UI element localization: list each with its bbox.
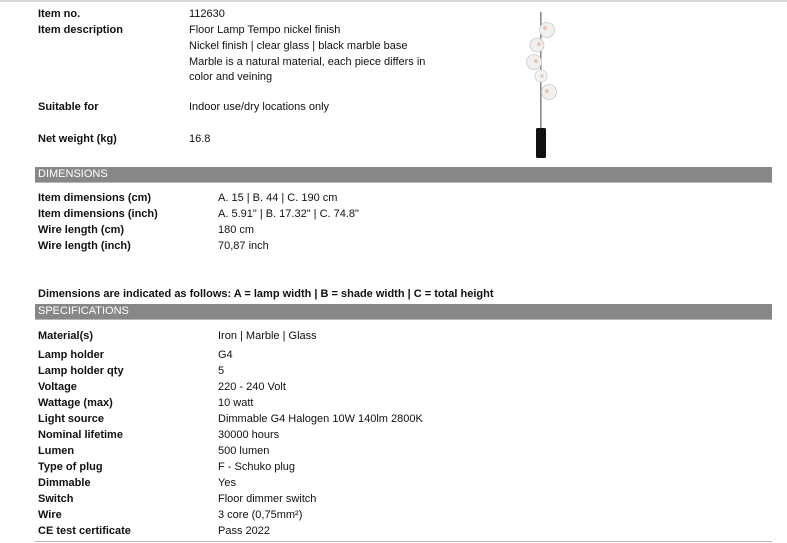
spec-row xyxy=(38,475,738,491)
dimension-value: 180 cm xyxy=(218,224,255,236)
spec-label: CE test certificate xyxy=(38,525,131,537)
item-description-label: Item description xyxy=(38,24,123,36)
product-image xyxy=(515,8,575,160)
spec-value: 220 - 240 Volt xyxy=(218,381,286,393)
glass-shade xyxy=(535,70,547,82)
item-no-label: Item no. xyxy=(38,8,81,20)
spec-label: Type of plug xyxy=(38,461,103,473)
spec-row xyxy=(38,347,738,363)
dimension-label: Item dimensions (inch) xyxy=(38,208,158,220)
dimension-row xyxy=(38,190,738,206)
spec-row xyxy=(38,427,738,443)
specifications-header: SPECIFICATIONS xyxy=(35,304,772,319)
spec-value: Dimmable G4 Halogen 10W 140lm 2800K xyxy=(218,413,423,425)
glass-shade xyxy=(540,23,555,38)
spec-row xyxy=(38,411,738,427)
spec-value: Iron | Marble | Glass xyxy=(218,330,317,342)
spec-value: G4 xyxy=(218,349,233,361)
dimension-row xyxy=(38,222,738,238)
spec-label: Lamp holder qty xyxy=(38,365,124,377)
spec-row xyxy=(38,379,738,395)
spec-value: 500 lumen xyxy=(218,445,270,457)
item-description-line: color and veining xyxy=(189,71,273,83)
spec-row xyxy=(38,507,738,523)
dimension-value: A. 5.91" | B. 17.32" | C. 74.8" xyxy=(218,208,359,220)
spec-label: Material(s) xyxy=(38,330,94,342)
dimension-label: Wire length (inch) xyxy=(38,240,131,252)
dimensions-note: Dimensions are indicated as follows: A = lamp width | B = shade width | C = total height xyxy=(38,288,494,300)
weight-label: Net weight (kg) xyxy=(38,133,117,145)
spec-value: 10 watt xyxy=(218,397,254,409)
item-description-line: Nickel finish | clear glass | black marble base xyxy=(189,40,408,52)
spec-row xyxy=(38,363,738,379)
top-border xyxy=(0,0,787,2)
suitable-label: Suitable for xyxy=(38,101,99,113)
dimension-value: A. 15 | B. 44 | C. 190 cm xyxy=(218,192,338,204)
dimension-value: 70,87 inch xyxy=(218,240,269,252)
divider xyxy=(35,541,772,542)
dimension-label: Item dimensions (cm) xyxy=(38,192,152,204)
glass-shade xyxy=(542,85,557,100)
item-no-value: 112630 xyxy=(189,8,225,20)
spec-label: Light source xyxy=(38,413,105,425)
spec-label: Dimmable xyxy=(38,477,91,489)
spec-value: F - Schuko plug xyxy=(218,461,296,473)
spec-row xyxy=(38,443,738,459)
spec-label: Switch xyxy=(38,493,74,505)
weight-value: 16.8 xyxy=(189,133,211,145)
spec-row xyxy=(38,395,738,411)
glass-shade xyxy=(527,55,542,70)
spec-label: Lumen xyxy=(38,445,75,457)
dimension-row xyxy=(38,206,738,222)
spec-value: 30000 hours xyxy=(218,429,280,441)
item-description-line: Floor Lamp Tempo nickel finish xyxy=(189,24,341,36)
dimension-row xyxy=(38,238,738,254)
spec-row xyxy=(38,491,738,507)
spec-value: Yes xyxy=(218,477,236,489)
spec-value: 3 core (0,75mm²) xyxy=(218,509,303,521)
marble-base xyxy=(536,128,546,158)
suitable-value: Indoor use/dry locations only xyxy=(189,101,330,113)
spec-label: Voltage xyxy=(38,381,77,393)
spec-row xyxy=(38,459,738,475)
dimension-label: Wire length (cm) xyxy=(38,224,125,236)
item-description-line: Marble is a natural material, each piece differs in xyxy=(189,56,426,68)
spec-value: 5 xyxy=(218,365,225,377)
spec-value: Floor dimmer switch xyxy=(218,493,317,505)
dimensions-header: DIMENSIONS xyxy=(35,167,772,182)
divider xyxy=(35,319,772,320)
spec-label: Lamp holder xyxy=(38,349,105,361)
glass-shade xyxy=(530,38,544,52)
spec-label: Nominal lifetime xyxy=(38,429,123,441)
spec-value: Pass 2022 xyxy=(218,525,270,537)
spec-row xyxy=(38,523,738,539)
spec-label: Wattage (max) xyxy=(38,397,113,409)
divider xyxy=(35,182,772,183)
spec-label: Wire xyxy=(38,509,62,521)
spec-row xyxy=(38,328,738,344)
